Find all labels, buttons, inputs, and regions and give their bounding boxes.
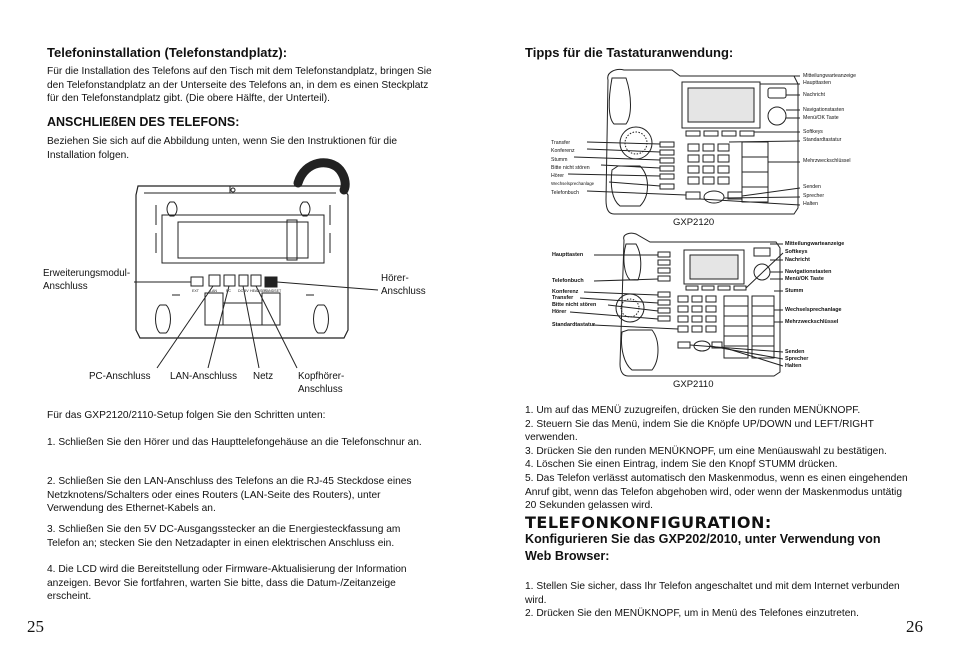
gxp2110-label-phonebook: Telefonbuch <box>552 278 584 284</box>
gxp2110-label-intercom: Wechselsprechanlage <box>785 307 842 313</box>
setup-step-3: 3. Schließen Sie den 5V DC-Ausgangsstecker an die Energiesteckfassung am Telefon an; stecken Sie den Netzadapter in einen elektrischen Anschluss ein. <box>47 524 401 549</box>
gxp2120-label-nav: Navigationstasten <box>803 107 845 113</box>
label-lan-port: LAN-Anschluss <box>170 371 237 382</box>
gxp2110-label-conference: Konferenz <box>552 289 579 295</box>
page-number-right: 26 <box>906 617 923 636</box>
keypad-tips <box>525 404 910 513</box>
gxp2110-label-keypad: Standardtastatur <box>552 322 596 328</box>
port-label-pc: PC <box>226 289 231 293</box>
label-handset-port: Hörer-Anschluss <box>381 273 426 297</box>
stand-intro-text: Für die Installation des Telefons auf den Tisch mit dem Telefonstandplatz, bringen Sie den Telefonstandplatz an der Unterseite des Telefons an, in dem es einen Steckplatz für den Telefonstandplatz gibt. (Die obere Hälfte, der Unterteil). <box>47 66 432 105</box>
setup-intro-text: Für das GXP2120/2110-Setup folgen Sie den Schritten unten: <box>47 410 326 421</box>
page-number-left: 25 <box>27 617 44 636</box>
setup-step-2: 2. Schließen Sie den LAN-Anschluss des Telefons an die RJ-45 Steckdose eines Netzknotens/Schalters oder eines Routers (LAN-Seite des Routers), unter Verwendung des Ethernet-Kabels an. <box>47 476 412 515</box>
connect-intro-text: Beziehen Sie sich auf die Abbildung unten, wenn Sie den Instruktionen für die Installation folgen. <box>47 136 398 161</box>
config-subtitle: Konfigurieren Sie das GXP202/2010, unter Verwendung von Web Browser: <box>525 532 881 563</box>
port-label-ext: EXT <box>192 289 199 293</box>
tip-1: 1. Um auf das MENÜ zuzugreifen, drücken Sie den runden MENÜKNOPF. <box>525 405 861 416</box>
label-power-port: Netz <box>253 371 274 382</box>
tip-5: 5. Das Telefon verlässt automatisch den Maskenmodus, wenn es einen eingehenden Anruf gibt, wenn das Telefon abgehoben wird, oder wenn der Maskenmodus untätig 20 Sekunden gelassen wird. <box>525 472 908 512</box>
port-label-dc: DC 5V <box>238 289 249 293</box>
tip-4: 4. Löschen Sie einen Eintrag, indem Sie den Knopf STUMM drücken. <box>525 459 838 471</box>
gxp2120-label-softkeys: Softkeys <box>803 129 823 135</box>
gxp2110-label-handset: Hörer <box>552 309 567 315</box>
setup-step-1: 1. Schließen Sie den Hörer und das Haupttelefongehäuse an die Telefonschnur an. <box>47 437 422 448</box>
gxp2120-label-menu: Menü/OK Taste <box>803 115 839 121</box>
gxp2110-label-linekeys: Haupttasten <box>552 252 584 258</box>
config-step-1: 1. Stellen Sie sicher, dass Ihr Telefon angeschaltet und mit dem Internet verbunden wird. <box>525 581 900 606</box>
gxp2120-label-speaker: Sprecher <box>803 193 825 199</box>
gxp2110-label-send: Senden <box>785 349 805 355</box>
gxp2120-label-linekeys: Haupttasten <box>803 80 831 86</box>
gxp2120-label-mwi: Mitteilungwarteanzeige <box>803 73 857 79</box>
section-heading-stand: Telefoninstallation (Telefonstandplatz): <box>47 45 288 60</box>
label-pc-port: PC-Anschluss <box>89 371 151 382</box>
gxp2110-label-dnd: Bitte nicht stören <box>552 302 597 308</box>
gxp2110-label-speaker: Sprecher <box>785 356 809 362</box>
port-label-lan: LAN <box>210 289 217 293</box>
config-title: TELEFONKONFIGURATION: <box>525 513 772 532</box>
tip-3: 3. Drücken Sie den runden MENÜKNOPF, um eine Menüauswahl zu bestätigen. <box>525 445 887 457</box>
gxp2110-label-softkeys: Softkeys <box>785 249 808 255</box>
gxp2110-label-mute: Stumm <box>785 288 804 294</box>
port-label-handset: HANDSET <box>264 289 282 293</box>
gxp2120-label-multi: Mehrzweckschlüssel <box>803 158 851 164</box>
gxp2120-left-labels: Transfer Konferenz Stumm Bitte nicht stören Hörer Wechselsprechanlage Telefonbuch <box>551 140 595 196</box>
gxp2120-label-message: Nachricht <box>803 92 825 98</box>
label-headset-port: Kopfhörer-Anschluss <box>298 371 345 395</box>
port-label-headset: HEADSET <box>250 289 267 293</box>
section-heading-connect: ANSCHLIEßEN DES TELEFONS: <box>47 115 240 129</box>
label-extension-port: Erweiterungsmodul-Anschluss <box>43 268 131 292</box>
caption-gxp2110: GXP2110 <box>673 379 714 390</box>
gxp2110-label-mwi: Mitteilungwarteanzeige <box>785 241 845 247</box>
config-step-2: 2. Drücken Sie den MENÜKNOPF, um in Menü des Telefones einzutreten. <box>525 608 859 620</box>
gxp2110-label-multi: Mehrzweckschlüssel <box>785 319 839 325</box>
caption-gxp2120: GXP2120 <box>673 217 715 228</box>
gxp2110-label-menu: Menü/OK Taste <box>785 276 824 282</box>
setup-step-4: 4. Die LCD wird die Bereitstellung oder Firmware-Aktualisierung der Information anzeigen. Bevor Sie fortfahren, warten Sie bitte, dass die Datum-/Zeitanzeige erscheint. <box>47 564 407 603</box>
gxp2120-label-hold: Halten <box>803 201 818 207</box>
gxp2110-label-hold: Halten <box>785 363 802 369</box>
gxp2110-label-nav: Navigationstasten <box>785 269 832 275</box>
gxp2110-label-transfer: Transfer <box>552 295 574 301</box>
gxp2120-label-send: Senden <box>803 184 821 190</box>
gxp2120-label-keypad: Standardtastatur <box>803 137 842 143</box>
section-heading-keypad: Tipps für die Tastaturanwendung: <box>525 45 734 60</box>
gxp2110-label-message: Nachricht <box>785 257 810 263</box>
tip-2: 2. Steuern Sie das Menü, indem Sie die Knöpfe UP/DOWN und LEFT/RIGHT verwenden. <box>525 418 874 444</box>
config-steps <box>525 580 910 621</box>
